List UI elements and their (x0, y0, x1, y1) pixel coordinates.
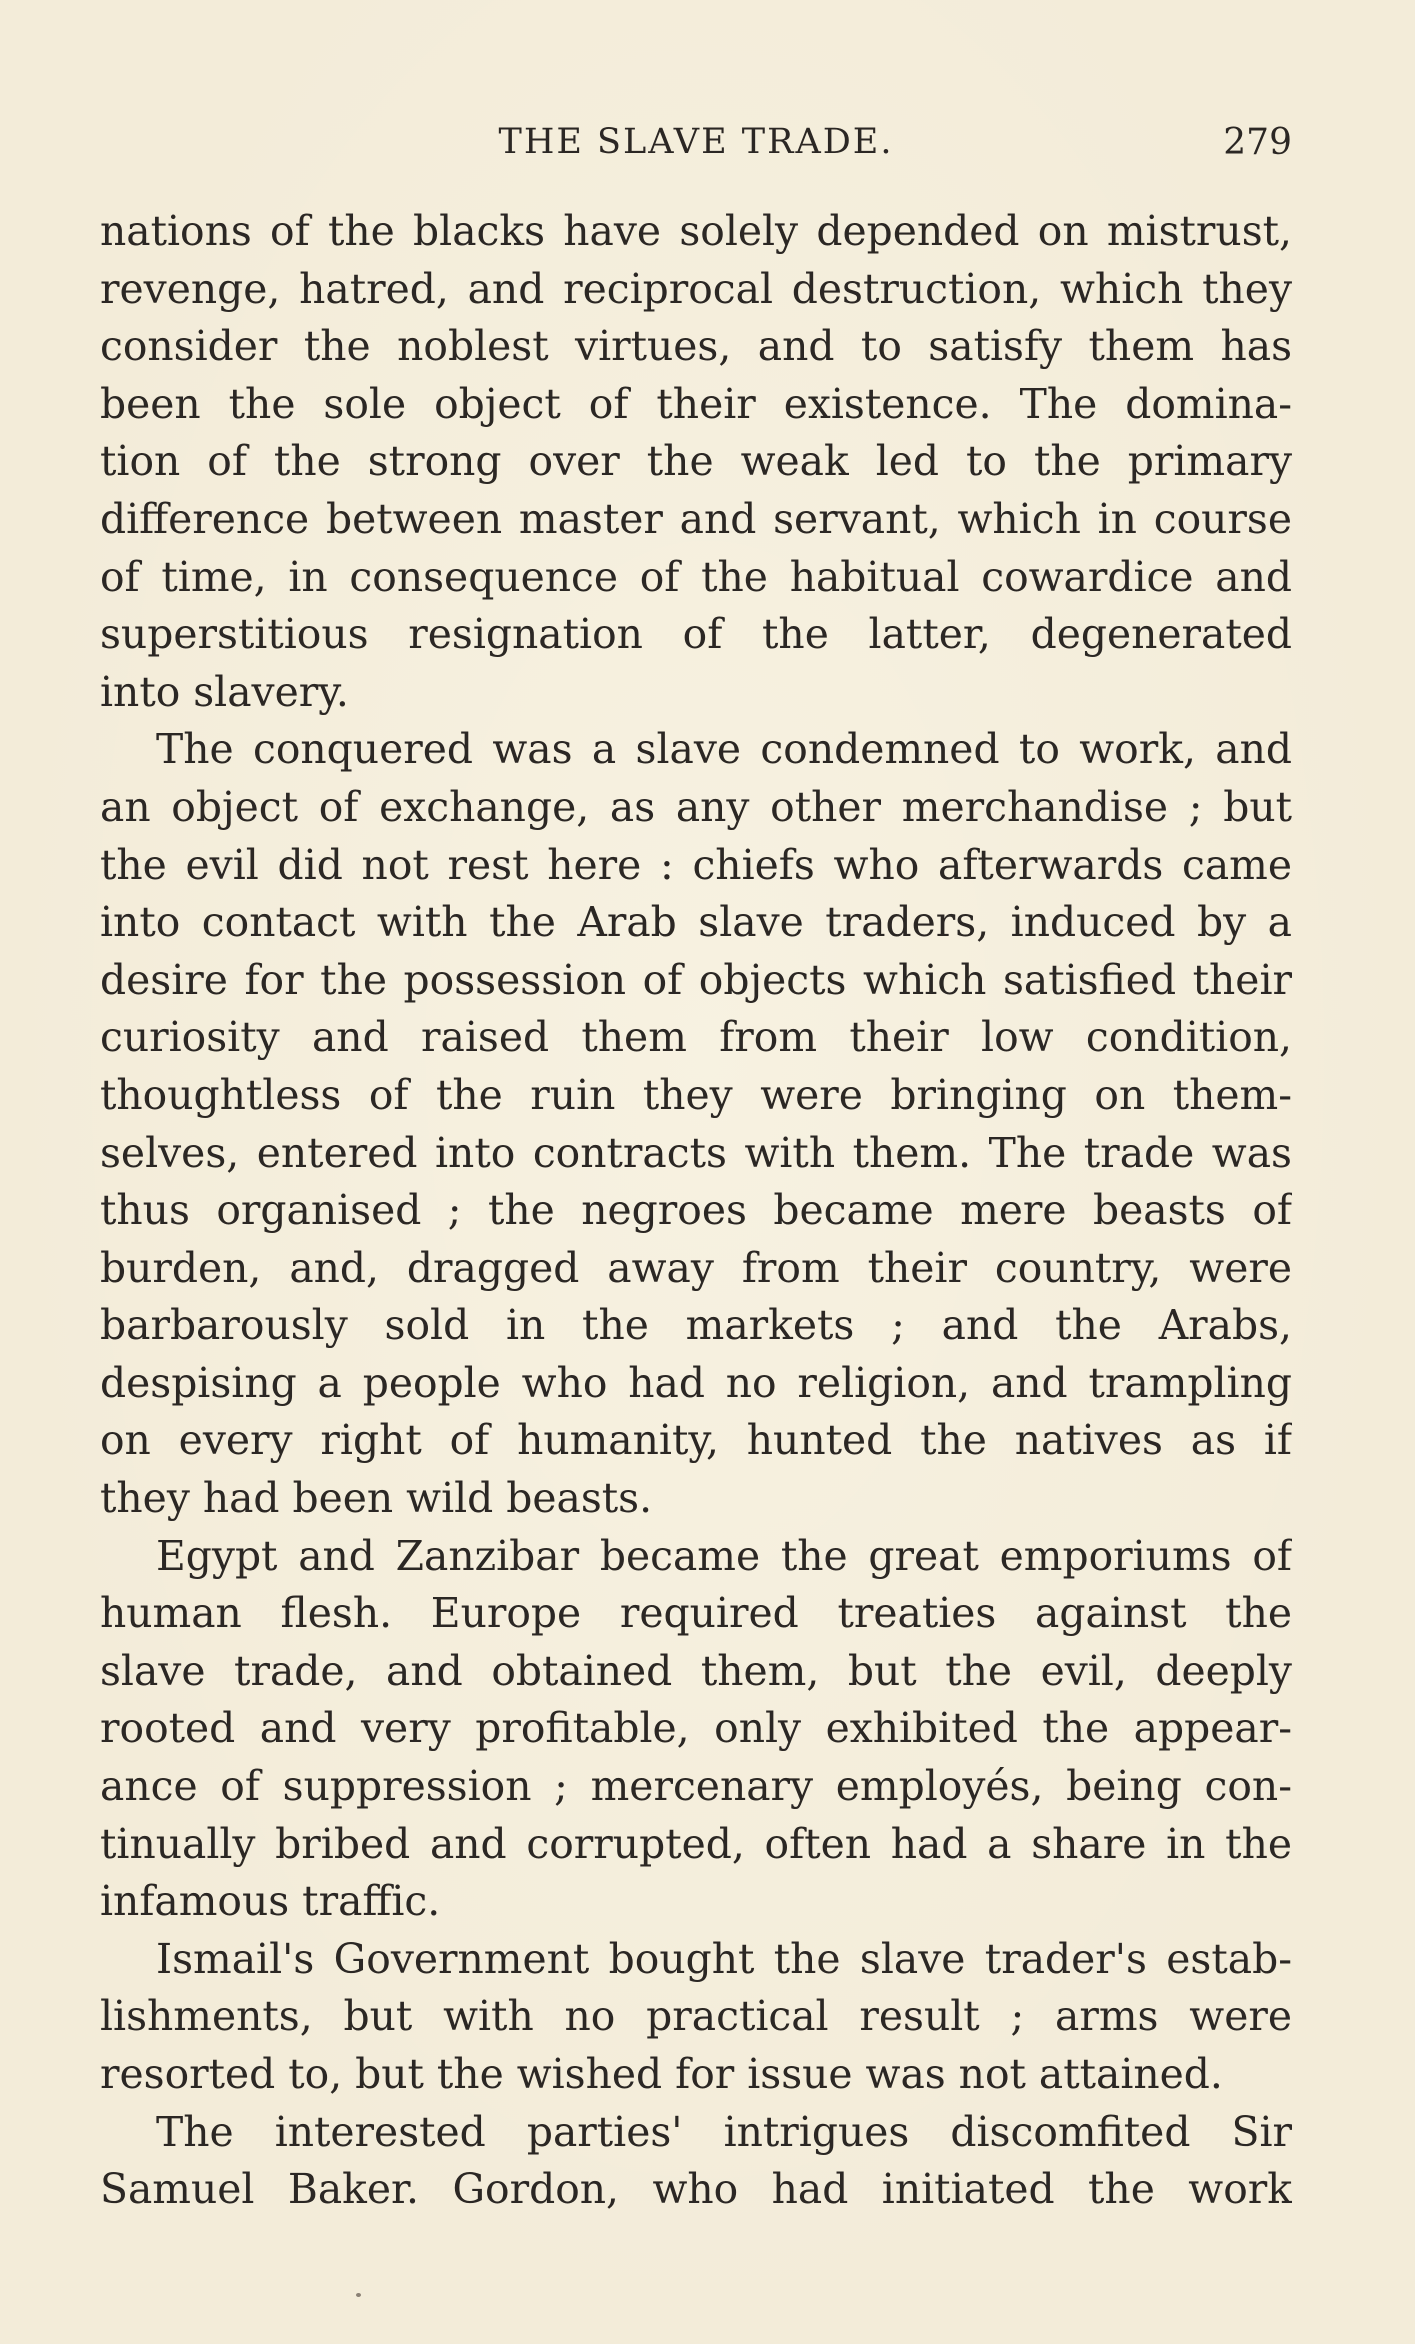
text-line: they had been wild beasts. (100, 1474, 653, 1523)
paper-speck (356, 2293, 361, 2297)
text-line: revenge, hatred, and reciprocal destruction, which they (100, 264, 1292, 313)
text-line: into contact with the Arab slave traders, induced by a (100, 898, 1292, 947)
text-line: Samuel Baker. Gordon, who had initiated the work (100, 2165, 1292, 2214)
running-title: THE SLAVE TRADE. (498, 122, 894, 162)
text-line: the evil did not rest here : chiefs who afterwards came (100, 840, 1292, 889)
text-line: ance of suppression ; mercenary employés, being con- (100, 1762, 1292, 1811)
running-header (100, 118, 1292, 168)
text-line: been the sole object of their existence. The domina- (100, 379, 1292, 428)
paragraph-start-line: The conquered was a slave condemned to work, and (156, 725, 1292, 774)
text-line: lishments, but with no practical result ; arms were (100, 1992, 1292, 2041)
text-line: slave trade, and obtained them, but the evil, deeply (100, 1646, 1292, 1695)
text-line: human flesh. Europe required treaties against the (100, 1589, 1292, 1638)
paragraph-start-line: The interested parties' intrigues discomfited Sir (156, 2107, 1292, 2156)
paragraph-start-line: Egypt and Zanzibar became the great emporiums of (156, 1531, 1292, 1580)
text-line: despising a people who had no religion, and trampling (100, 1358, 1292, 1407)
text-line: nations of the blacks have solely depended on mistrust, (100, 207, 1292, 255)
text-line: thus organised ; the negroes became mere beasts of (100, 1186, 1292, 1235)
page-number: 279 (1223, 122, 1292, 163)
text-line: resorted to, but the wished for issue was not attained. (100, 2050, 1223, 2098)
text-line: thoughtless of the ruin they were bringing on them- (100, 1070, 1292, 1119)
text-line: desire for the possession of objects which satisfied their (100, 955, 1292, 1004)
text-line: an object of exchange, as any other merchandise ; but (100, 782, 1292, 831)
text-line: difference between master and servant, which in course (100, 494, 1292, 543)
text-line: barbarously sold in the markets ; and the Arabs, (100, 1301, 1292, 1350)
text-line: tinually bribed and corrupted, often had a share in the (100, 1819, 1292, 1868)
body-text (100, 203, 1292, 2219)
text-line: infamous traffic. (100, 1877, 441, 1926)
text-line: on every right of humanity, hunted the natives as if (100, 1416, 1292, 1465)
text-line: burden, and, dragged away from their country, were (100, 1243, 1292, 1292)
text-line: tion of the strong over the weak led to the primary (100, 437, 1292, 486)
text-line: curiosity and raised them from their low condition, (100, 1013, 1292, 1062)
text-line: superstitious resignation of the latter, degenerated (100, 610, 1292, 659)
text-line: of time, in consequence of the habitual cowardice and (100, 552, 1292, 601)
text-line: consider the noblest virtues, and to satisfy them has (100, 322, 1292, 371)
text-line: into slavery. (100, 667, 349, 716)
paragraph-start-line: Ismail's Government bought the slave trader's estab- (156, 1934, 1292, 1983)
text-line: rooted and very profitable, only exhibited the appear- (100, 1704, 1292, 1753)
text-line: selves, entered into contracts with them. The trade was (100, 1128, 1292, 1177)
